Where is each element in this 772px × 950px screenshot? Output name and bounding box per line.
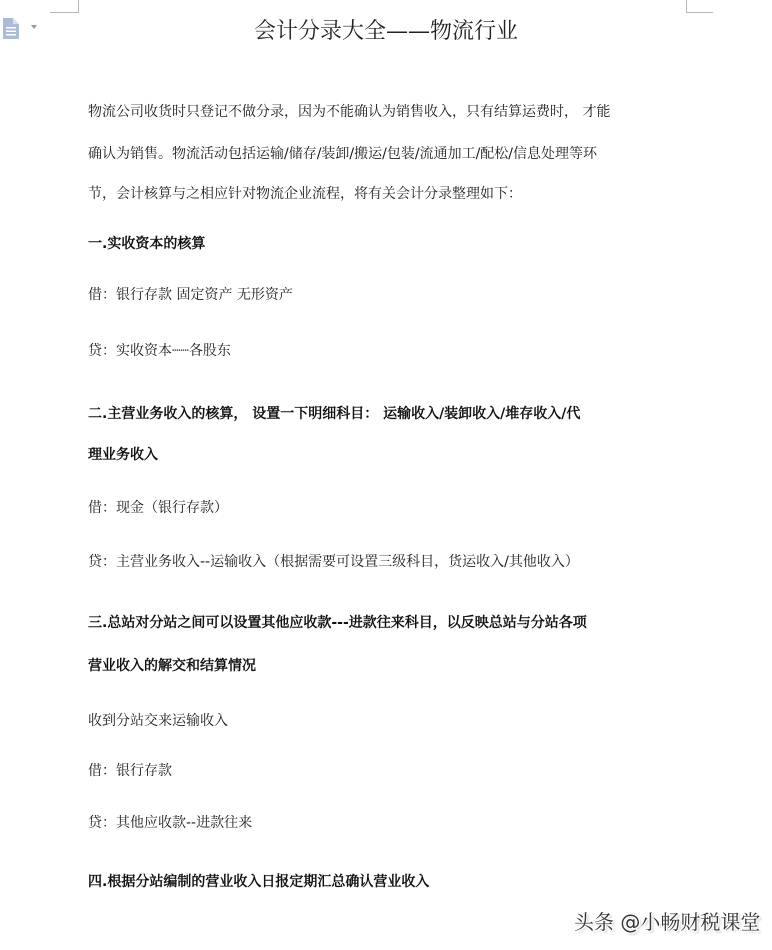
paragraph-line: 贷：主营业务收入--运输收入（根据需要可设置三级科目，货运收入/其他收入） — [88, 554, 579, 570]
paragraph-line: 节，会计核算与之相应针对物流企业流程，将有关会计分录整理如下： — [88, 186, 522, 202]
section-heading: 营业收入的解交和结算情况 — [88, 658, 256, 674]
paragraph-line: 借：银行存款 — [88, 763, 172, 779]
paragraph-line: 贷：实收资本┈┈各股东 — [88, 343, 231, 359]
paragraph-line: 贷：其他应收款--进款往来 — [88, 815, 253, 831]
section-heading: 四.根据分站编制的营业收入日报定期汇总确认营业收入 — [88, 874, 430, 890]
section-heading: 理业务收入 — [88, 447, 158, 463]
section-heading: 一.实收资本的核算 — [88, 236, 206, 252]
paragraph-line: 物流公司收货时只登记不做分录，因为不能确认为销售收入，只有结算运费时， 才能 — [88, 104, 611, 120]
section-heading: 二.主营业务收入的核算， 设置一下明细科目： 运输收入/装卸收入/堆存收入/代 — [88, 406, 581, 422]
margin-corner-mark-left — [50, 0, 79, 13]
margin-corner-mark-right — [686, 0, 713, 13]
watermark: 头条 @小畅财税课堂 — [574, 910, 761, 934]
paragraph-line: 收到分站交来运输收入 — [88, 713, 228, 729]
paragraph-line: 借：银行存款 固定资产 无形资产 — [88, 287, 293, 303]
paragraph-line: 借：现金（银行存款） — [88, 500, 228, 516]
paragraph-line: 确认为销售。物流活动包括运输/储存/装卸/搬运/包装/流通加工/配松/信息处理等环 — [88, 146, 598, 162]
document-title: 会计分录大全——物流行业 — [253, 19, 518, 44]
section-heading: 三.总站对分站之间可以设置其他应收款---进款往来科目，以反映总站与分站各项 — [88, 615, 587, 631]
